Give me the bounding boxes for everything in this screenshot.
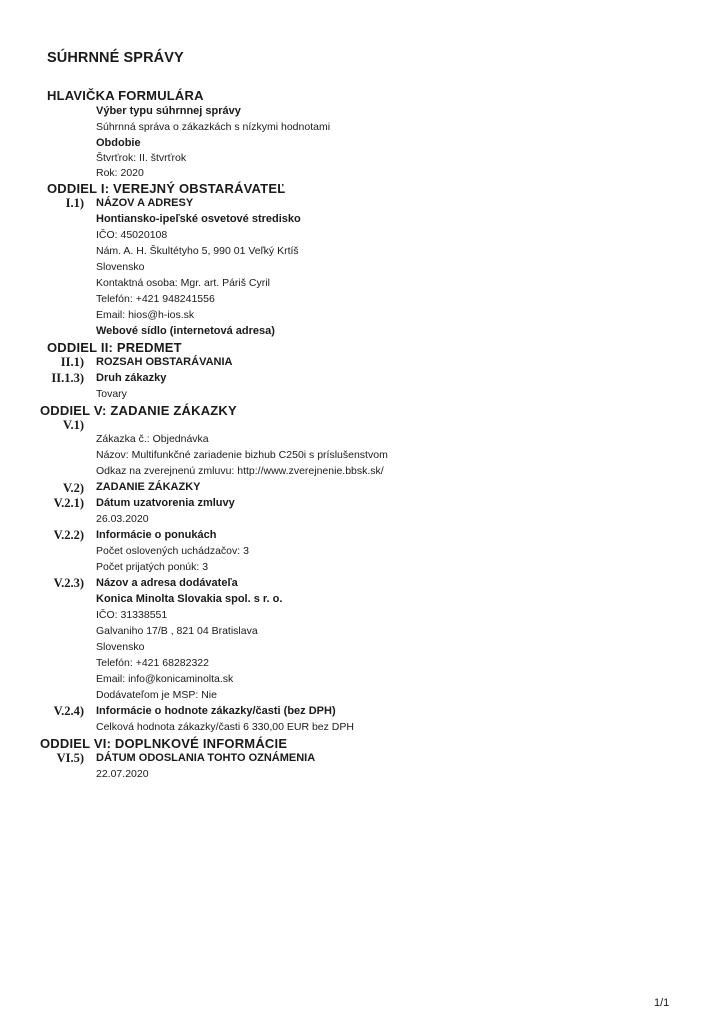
section-5-2-3-number: V.2.3) <box>53 576 84 590</box>
report-type-label: Výber typu súhrnnej správy <box>96 105 241 117</box>
authority-address: Nám. A. H. Škultétyho 5, 990 01 Veľký Krtíš <box>96 245 299 257</box>
section-2-1-3-number: II.1.3) <box>51 371 84 385</box>
contract-value-text: Celková hodnota zákazky/časti 6 330,00 EUR bez DPH <box>96 721 354 733</box>
section-6-5-number: VI.5) <box>56 751 84 765</box>
website-label: Webové sídlo (internetová adresa) <box>96 325 275 337</box>
supplier-label: Názov a adresa dodávateľa <box>96 577 238 589</box>
section-5-2-2-number: V.2.2) <box>53 528 84 542</box>
section-1-1-number: I.1) <box>65 196 84 210</box>
section-1-heading: ODDIEL I: VEREJNÝ OBSTARÁVATEĽ <box>47 181 286 196</box>
notice-sent-label: DÁTUM ODOSLANIA TOHTO OZNÁMENIA <box>96 752 316 764</box>
section-5-2-number: V.2) <box>63 481 84 495</box>
contract-date-label: Dátum uzatvorenia zmluvy <box>96 497 235 509</box>
contract-award-heading: ZADANIE ZÁKAZKY <box>96 481 201 493</box>
page-number: 1/1 <box>654 997 670 1009</box>
supplier-msp: Dodávateľom je MSP: Nie <box>96 689 217 701</box>
section-5-heading: ODDIEL V: ZADANIE ZÁKAZKY <box>40 403 237 418</box>
authority-phone: Telefón: +421 948241556 <box>96 293 215 305</box>
contract-date-value: 26.03.2020 <box>96 513 149 525</box>
authority-email: Email: hios@h-ios.sk <box>96 309 195 321</box>
order-name: Názov: Multifunkčné zariadenie bizhub C250i s príslušenstvom <box>96 449 388 461</box>
offers-invited: Počet oslovených uchádzačov: 3 <box>96 545 249 557</box>
report-type-value: Súhrnná správa o zákazkách s nízkymi hodnotami <box>96 121 331 133</box>
supplier-address: Galvaniho 17/B , 821 04 Bratislava <box>96 625 258 637</box>
order-number: Zákazka č.: Objednávka <box>96 433 209 445</box>
authority-contact: Kontaktná osoba: Mgr. art. Páriš Cyril <box>96 277 270 289</box>
supplier-name: Konica Minolta Slovakia spol. s r. o. <box>96 593 283 605</box>
document-title: SÚHRNNÉ SPRÁVY <box>47 50 184 66</box>
supplier-ico: IČO: 31338551 <box>96 609 168 621</box>
supplier-phone: Telefón: +421 68282322 <box>96 657 209 669</box>
notice-sent-date: 22.07.2020 <box>96 768 149 780</box>
contract-link: Odkaz na zverejnenú zmluvu: http://www.zverejnenie.bbsk.sk/ <box>96 465 384 477</box>
section-5-1-number: V.1) <box>63 418 84 432</box>
section-1-1-heading: NÁZOV A ADRESY <box>96 197 194 209</box>
year-value: Rok: 2020 <box>96 167 144 179</box>
contracting-authority-name: Hontiansko-ipeľské osvetové stredisko <box>96 213 301 225</box>
section-2-1-number: II.1) <box>60 355 84 369</box>
supplier-country: Slovensko <box>96 641 145 653</box>
contract-value-label: Informácie o hodnote zákazky/časti (bez DPH) <box>96 705 336 717</box>
authority-ico: IČO: 45020108 <box>96 229 168 241</box>
section-6-heading: ODDIEL VI: DOPLNKOVÉ INFORMÁCIE <box>40 736 288 751</box>
contract-type-label: Druh zákazky <box>96 372 167 384</box>
supplier-email: Email: info@konicaminolta.sk <box>96 673 234 685</box>
period-label: Obdobie <box>96 137 141 149</box>
offers-received: Počet prijatých ponúk: 3 <box>96 561 209 573</box>
authority-country: Slovensko <box>96 261 145 273</box>
contract-type-value: Tovary <box>96 388 127 400</box>
section-5-2-1-number: V.2.1) <box>53 496 84 510</box>
section-5-2-4-number: V.2.4) <box>53 704 84 718</box>
procurement-scope-heading: ROZSAH OBSTARÁVANIA <box>96 356 233 368</box>
section-2-heading: ODDIEL II: PREDMET <box>47 340 182 355</box>
quarter-value: Štvrťrok: II. štvrťrok <box>96 152 187 164</box>
form-header-heading: HLAVIČKA FORMULÁRA <box>47 88 204 103</box>
offers-info-label: Informácie o ponukách <box>96 529 217 541</box>
